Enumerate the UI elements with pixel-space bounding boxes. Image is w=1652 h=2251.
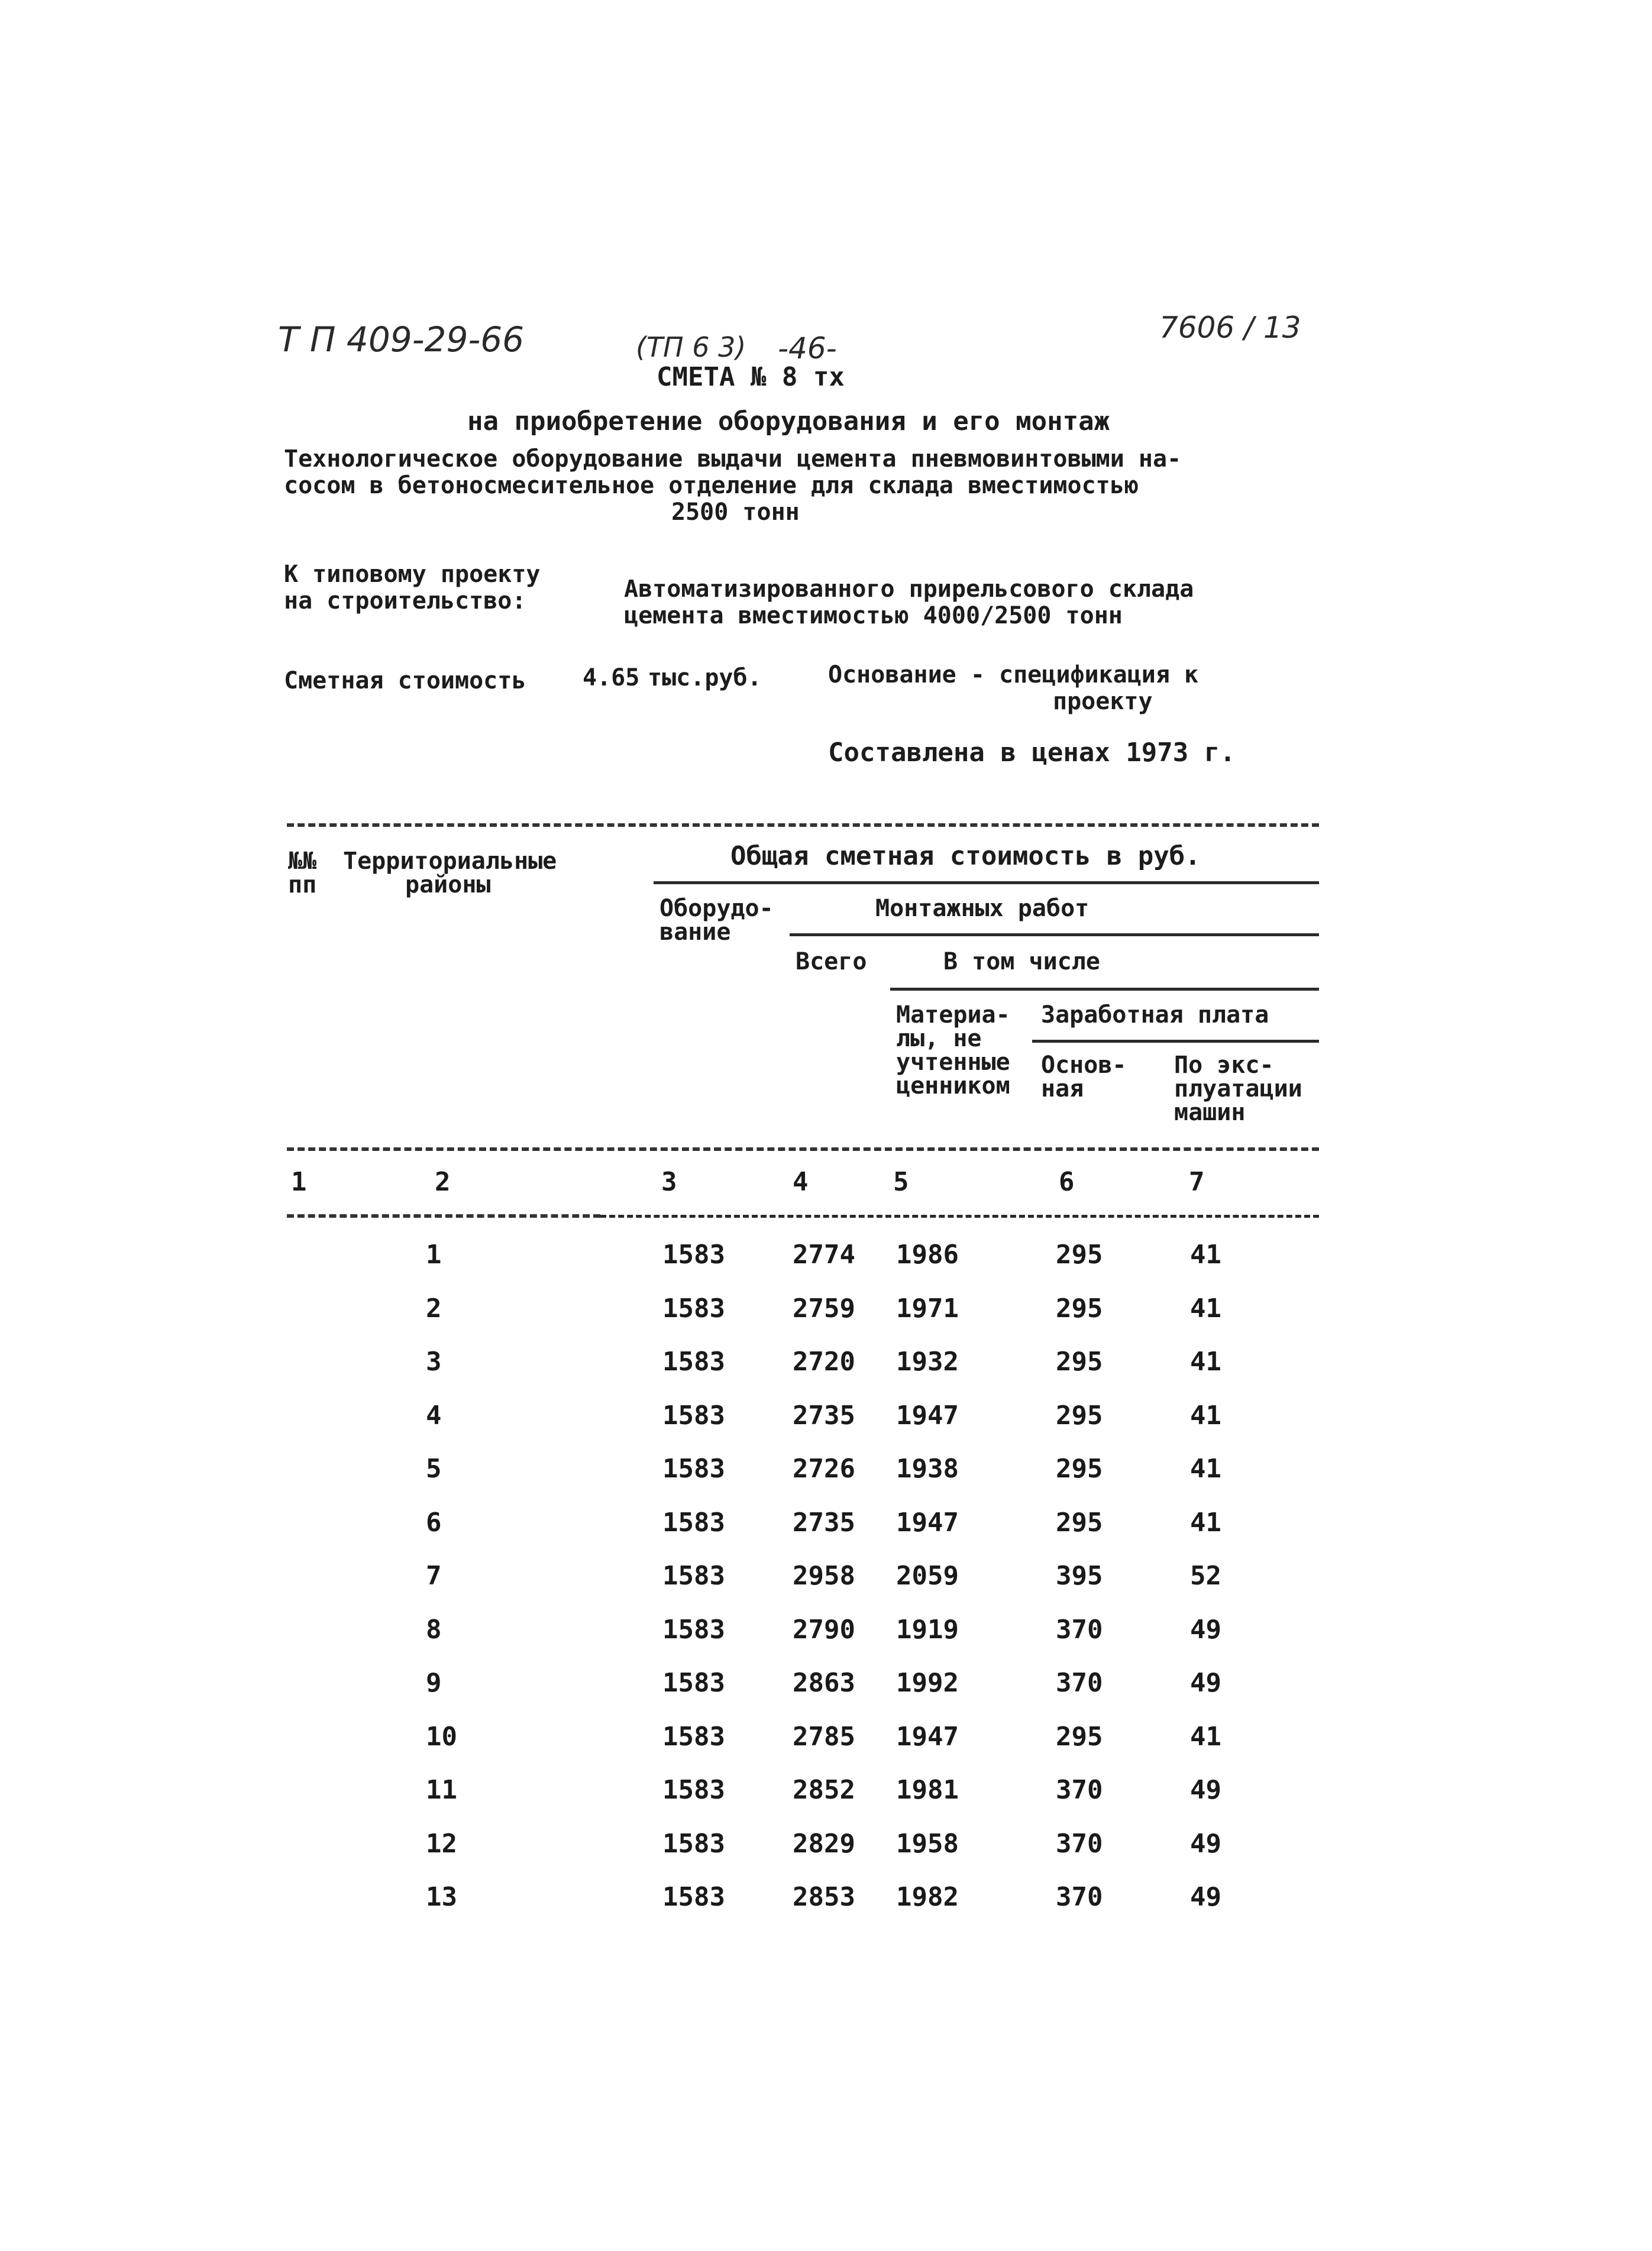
- header-materials-4: ценником: [896, 1072, 1010, 1099]
- cell-total: 2853: [793, 1882, 855, 1912]
- header-materials-2: лы, не: [896, 1025, 982, 1052]
- header-rule-3: [890, 988, 1319, 991]
- cell-machines: 41: [1190, 1240, 1221, 1270]
- cell-total: 2785: [793, 1722, 855, 1752]
- cell-basic: 295: [1056, 1293, 1103, 1324]
- header-machines-3: машин: [1174, 1099, 1246, 1126]
- cell-machines: 41: [1190, 1293, 1221, 1324]
- cell-materials: 1958: [896, 1829, 959, 1859]
- estimate-title: СМЕТА № 8 тх: [657, 362, 845, 392]
- header-wages: Заработная плата: [1041, 1001, 1269, 1029]
- cell-total: 2774: [793, 1240, 855, 1270]
- cell-equipment: 1583: [662, 1240, 725, 1270]
- cell-region: 2: [426, 1293, 442, 1324]
- cell-region: 12: [426, 1829, 457, 1859]
- cell-machines: 41: [1190, 1508, 1221, 1538]
- description-line-2: сосом в бетоносмесительное отделение для склада вместимостью: [284, 472, 1139, 499]
- cell-equipment: 1583: [662, 1454, 725, 1484]
- cell-machines: 49: [1190, 1668, 1221, 1698]
- colnum-bottom-dashes-left: [287, 1214, 600, 1218]
- sheet-code: 7606 / 13: [1159, 311, 1301, 345]
- header-equipment-2: вание: [659, 918, 731, 946]
- cell-machines: 41: [1190, 1347, 1221, 1377]
- cell-machines: 41: [1190, 1722, 1221, 1752]
- estimate-subtitle: на приобретение оборудования и его монтаж: [467, 406, 1110, 436]
- table-top-dashes: [287, 823, 1319, 827]
- cell-machines: 49: [1190, 1775, 1221, 1805]
- cell-total: 2863: [793, 1668, 855, 1698]
- cell-materials: 1932: [896, 1347, 959, 1377]
- header-bottom-dashes: [287, 1147, 1319, 1151]
- header-equipment: Оборудо-: [659, 895, 774, 922]
- cell-equipment: 1583: [662, 1615, 725, 1645]
- colnum-5: 5: [893, 1167, 909, 1197]
- colnum-3: 3: [661, 1167, 677, 1197]
- cost-amount: 4.65: [583, 664, 640, 691]
- compiled-note: Составлена в ценах 1973 г.: [828, 738, 1236, 768]
- header-machines-2: плуатации: [1174, 1075, 1302, 1102]
- cell-region: 13: [426, 1882, 457, 1912]
- colnum-6: 6: [1059, 1167, 1075, 1197]
- cell-region: 6: [426, 1508, 442, 1538]
- header-num: №№: [288, 848, 317, 875]
- cell-basic: 370: [1056, 1615, 1103, 1645]
- cell-total: 2735: [793, 1401, 855, 1431]
- cell-equipment: 1583: [662, 1882, 725, 1912]
- project-value-2: цемента вместимостью 4000/2500 тонн: [624, 602, 1123, 629]
- cell-basic: 295: [1056, 1240, 1103, 1270]
- cell-total: 2852: [793, 1775, 855, 1805]
- cell-machines: 49: [1190, 1882, 1221, 1912]
- cell-total: 2735: [793, 1508, 855, 1538]
- header-total-cost: Общая сметная стоимость в руб.: [730, 841, 1201, 871]
- header-installation: Монтажных работ: [875, 895, 1090, 922]
- header-basic: Основ-: [1041, 1052, 1127, 1079]
- page-ref: (ТП 6 3): [636, 331, 746, 363]
- cell-region: 8: [426, 1615, 442, 1645]
- cell-materials: 1947: [896, 1401, 959, 1431]
- cell-region: 3: [426, 1347, 442, 1377]
- cell-total: 2720: [793, 1347, 855, 1377]
- cell-equipment: 1583: [662, 1668, 725, 1698]
- colnum-4: 4: [793, 1167, 809, 1197]
- cell-region: 7: [426, 1561, 442, 1591]
- cell-machines: 52: [1190, 1561, 1221, 1591]
- cell-machines: 49: [1190, 1829, 1221, 1859]
- cell-equipment: 1583: [662, 1722, 725, 1752]
- cell-materials: 1992: [896, 1668, 959, 1698]
- description-line-1: Технологическое оборудование выдачи цемента пневмовинтовыми на-: [284, 445, 1182, 473]
- header-region: Территориальные: [343, 848, 557, 875]
- header-basic-2: ная: [1041, 1075, 1084, 1102]
- header-including: В том числе: [943, 948, 1100, 975]
- cell-basic: 370: [1056, 1668, 1103, 1698]
- cell-materials: 2059: [896, 1561, 959, 1591]
- project-value-1: Автоматизированного прирельсового склада: [624, 575, 1194, 603]
- header-machines: По экс-: [1174, 1052, 1274, 1079]
- cost-basis-2: проекту: [1053, 688, 1153, 715]
- cell-total: 2726: [793, 1454, 855, 1484]
- cell-basic: 370: [1056, 1829, 1103, 1859]
- cell-region: 5: [426, 1454, 442, 1484]
- cell-equipment: 1583: [662, 1561, 725, 1591]
- page-number: -46-: [778, 331, 837, 366]
- cell-materials: 1919: [896, 1615, 959, 1645]
- cost-label: Сметная стоимость: [284, 667, 526, 694]
- cell-materials: 1971: [896, 1293, 959, 1324]
- cell-equipment: 1583: [662, 1401, 725, 1431]
- cell-basic: 295: [1056, 1508, 1103, 1538]
- cell-materials: 1981: [896, 1775, 959, 1805]
- cell-basic: 295: [1056, 1454, 1103, 1484]
- cell-materials: 1947: [896, 1508, 959, 1538]
- cell-machines: 49: [1190, 1615, 1221, 1645]
- header-materials-3: учтенные: [896, 1049, 1010, 1076]
- cell-total: 2958: [793, 1561, 855, 1591]
- cell-region: 11: [426, 1775, 457, 1805]
- header-region-2: районы: [405, 871, 491, 898]
- header-num-2: пп: [288, 871, 317, 898]
- description-line-3: 2500 тонн: [671, 499, 800, 526]
- cell-basic: 370: [1056, 1882, 1103, 1912]
- header-rule-4: [1032, 1040, 1319, 1043]
- header-rule-2: [790, 933, 1319, 936]
- cell-region: 9: [426, 1668, 442, 1698]
- cell-equipment: 1583: [662, 1508, 725, 1538]
- cell-equipment: 1583: [662, 1775, 725, 1805]
- cell-total: 2759: [793, 1293, 855, 1324]
- cell-materials: 1938: [896, 1454, 959, 1484]
- cell-region: 4: [426, 1401, 442, 1431]
- colnum-2: 2: [435, 1167, 451, 1197]
- header-materials: Материа-: [896, 1001, 1010, 1029]
- cell-machines: 41: [1190, 1454, 1221, 1484]
- cell-materials: 1947: [896, 1722, 959, 1752]
- cell-region: 10: [426, 1722, 457, 1752]
- cell-basic: 370: [1056, 1775, 1103, 1805]
- cell-materials: 1986: [896, 1240, 959, 1270]
- cell-total: 2790: [793, 1615, 855, 1645]
- project-label-2: на строительство:: [284, 587, 526, 615]
- cost-unit: тыс.руб.: [648, 664, 762, 691]
- cost-basis: Основание - спецификация к: [828, 661, 1199, 688]
- colnum-bottom-solid: [600, 1215, 1319, 1218]
- colnum-1: 1: [291, 1167, 307, 1197]
- project-label-1: К типовому проекту: [284, 561, 541, 588]
- cell-basic: 295: [1056, 1401, 1103, 1431]
- cell-equipment: 1583: [662, 1293, 725, 1324]
- cell-materials: 1982: [896, 1882, 959, 1912]
- cell-basic: 295: [1056, 1347, 1103, 1377]
- doc-code: Т П 409-29-66: [278, 319, 525, 360]
- cell-equipment: 1583: [662, 1347, 725, 1377]
- header-rule-1: [654, 881, 1319, 884]
- cell-machines: 41: [1190, 1401, 1221, 1431]
- cell-basic: 395: [1056, 1561, 1103, 1591]
- cell-equipment: 1583: [662, 1829, 725, 1859]
- cell-basic: 295: [1056, 1722, 1103, 1752]
- header-total: Всего: [796, 948, 867, 975]
- colnum-7: 7: [1189, 1167, 1205, 1197]
- cell-region: 1: [426, 1240, 442, 1270]
- cell-total: 2829: [793, 1829, 855, 1859]
